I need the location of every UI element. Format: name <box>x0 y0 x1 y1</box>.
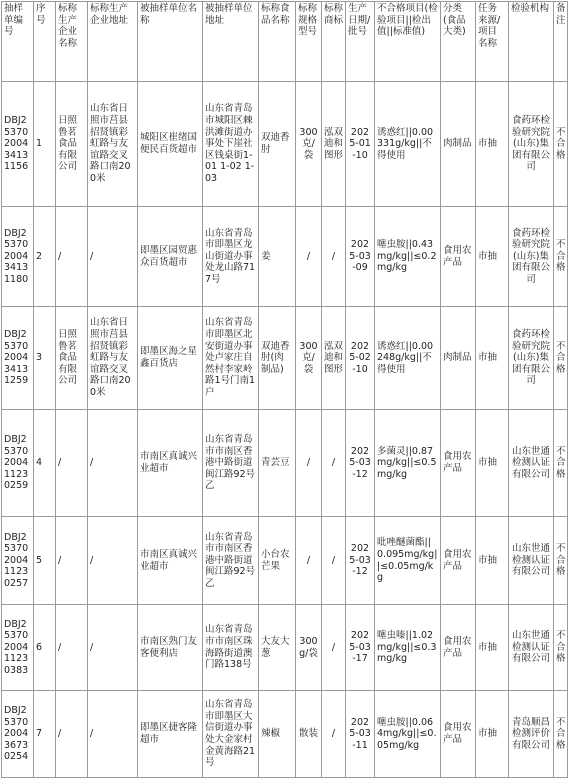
food-name-cell: 双迪香肘 <box>259 82 296 207</box>
sampled-address-cell: 山东省青岛市即墨区大信街道办事处大金家村金黄海路21号 <box>203 691 259 778</box>
row-number-cell: 3 <box>34 307 56 410</box>
spec-cell: 300g/袋 <box>296 605 322 691</box>
lab-cell: 青岛顺昌检测评价有限公司 <box>509 691 554 778</box>
producer-address-cell: / <box>88 691 138 778</box>
header-cell: 标称规格型号 <box>296 2 322 82</box>
sample-code-cell: DBJ25370200434131156 <box>2 82 34 207</box>
task-source-cell: 市抽 <box>476 410 509 517</box>
producer-address-cell: / <box>88 517 138 605</box>
table-row <box>2 605 568 691</box>
header-cell: 分类(食品大类) <box>441 2 476 82</box>
header-cell: 生产日期/批号 <box>346 2 375 82</box>
header-cell: 任务来源/项目名称 <box>476 2 509 82</box>
lab-cell: 食药环检验研究院(山东)集团有限公司 <box>509 307 554 410</box>
header-cell: 被抽样单位名称 <box>138 2 203 82</box>
sampled-address-cell: 山东省青岛市城阳区棘洪滩街道办事处下崖社区钱桌街1-01 1-02 1-03 <box>203 82 259 207</box>
failed-item-cell: 噻虫胺||0.064mg/kg||≤0.05mg/kg <box>375 691 441 778</box>
sampled-address-cell: 山东省青岛市即墨区北安街道办事处卢家庄自然村李家岭路1号门南1户 <box>203 307 259 410</box>
sampled-unit-cell: 市南区真诚兴业超市 <box>138 410 203 517</box>
production-date-cell: 2025-03-09 <box>346 207 375 307</box>
brand-cell: / <box>322 691 346 778</box>
row-number-cell: 5 <box>34 517 56 605</box>
inspection-results-table <box>1 1 568 778</box>
spec-cell: 300克/袋 <box>296 307 322 410</box>
row-number-cell: 7 <box>34 691 56 778</box>
table-row <box>2 410 568 517</box>
lab-cell: 山东世通检测认证有限公司 <box>509 410 554 517</box>
food-name-cell: 大友大葱 <box>259 605 296 691</box>
task-source-cell: 市抽 <box>476 691 509 778</box>
category-cell: 食用农产品 <box>441 207 476 307</box>
brand-cell: 泓双迪和图形 <box>322 307 346 410</box>
sampled-address-cell: 山东省青岛市市南区香港中路街道闽江路92号乙 <box>203 517 259 605</box>
production-date-cell: 2025-03-11 <box>346 691 375 778</box>
failed-item-cell: 诱惑红||0.00248g/kg||不得使用 <box>375 307 441 410</box>
category-cell: 食用农产品 <box>441 691 476 778</box>
remark-cell: 不合格 <box>554 691 568 778</box>
sampled-address-cell: 山东省青岛市市南区珠海路街道澳门路138号 <box>203 605 259 691</box>
spec-cell: / <box>296 207 322 307</box>
row-number-cell: 2 <box>34 207 56 307</box>
table-row <box>2 517 568 605</box>
spec-cell: / <box>296 410 322 517</box>
category-cell: 食用农产品 <box>441 605 476 691</box>
food-name-cell: 小台农芒果 <box>259 517 296 605</box>
row-number-cell: 1 <box>34 82 56 207</box>
brand-cell: / <box>322 517 346 605</box>
row-number-cell: 6 <box>34 605 56 691</box>
failed-item-cell: 多菌灵||0.87mg/kg||≤0.5mg/kg <box>375 410 441 517</box>
lab-cell: 食药环检验研究院(山东)集团有限公司 <box>509 82 554 207</box>
brand-cell: 泓双迪和图形 <box>322 82 346 207</box>
producer-name-cell: / <box>56 605 88 691</box>
header-cell: 标称食品名称 <box>259 2 296 82</box>
header-cell: 检验机构 <box>509 2 554 82</box>
header-cell: 被抽样单位地址 <box>203 2 259 82</box>
brand-cell: / <box>322 207 346 307</box>
production-date-cell: 2025-03-17 <box>346 605 375 691</box>
task-source-cell: 市抽 <box>476 605 509 691</box>
failed-item-cell: 噻虫胺||0.43mg/kg||≤0.2mg/kg <box>375 207 441 307</box>
producer-name-cell: / <box>56 691 88 778</box>
category-cell: 肉制品 <box>441 307 476 410</box>
producer-address-cell: / <box>88 605 138 691</box>
table-row <box>2 307 568 410</box>
header-cell: 标称生产企业地址 <box>88 2 138 82</box>
sampled-unit-cell: 即墨区海之星鑫百货店 <box>138 307 203 410</box>
failed-item-cell: 吡唑醚菌酯||0.095mg/kg||≤0.05mg/kg <box>375 517 441 605</box>
producer-address-cell: 山东省日照市莒县招贤镇彩虹路与友谊路交叉路口南200米 <box>88 307 138 410</box>
task-source-cell: 市抽 <box>476 207 509 307</box>
category-cell: 肉制品 <box>441 82 476 207</box>
table-row <box>2 691 568 778</box>
food-name-cell: 辣椒 <box>259 691 296 778</box>
sample-code-cell: DBJ25370200411230383 <box>2 605 34 691</box>
header-cell: 不合格项目(检验项目||检出值||标准值) <box>375 2 441 82</box>
brand-cell: / <box>322 410 346 517</box>
brand-cell: / <box>322 605 346 691</box>
sample-code-cell: DBJ25370200411230257 <box>2 517 34 605</box>
producer-address-cell: 山东省日照市莒县招贤镇彩虹路与友谊路交叉路口南200米 <box>88 82 138 207</box>
header-cell: 标称商标 <box>322 2 346 82</box>
spec-cell: / <box>296 517 322 605</box>
header-cell: 序号 <box>34 2 56 82</box>
category-cell: 食用农产品 <box>441 517 476 605</box>
sampled-unit-cell: 城阳区崔绪国便民百货超市 <box>138 82 203 207</box>
sampled-unit-cell: 即墨区捷客隆超市 <box>138 691 203 778</box>
food-name-cell: 姜 <box>259 207 296 307</box>
remark-cell: 不合格 <box>554 207 568 307</box>
food-name-cell: 青芸豆 <box>259 410 296 517</box>
failed-item-cell: 诱惑红||0.00331g/kg||不得使用 <box>375 82 441 207</box>
remark-cell: 不合格 <box>554 410 568 517</box>
sample-code-cell: DBJ25370200434131259 <box>2 307 34 410</box>
sampled-address-cell: 山东省青岛市即墨区龙山街道办事处龙山路717号 <box>203 207 259 307</box>
producer-name-cell: / <box>56 207 88 307</box>
lab-cell: 山东世通检测认证有限公司 <box>509 517 554 605</box>
sampled-unit-cell: 市南区真诚兴业超市 <box>138 517 203 605</box>
sample-code-cell: DBJ25370200434131180 <box>2 207 34 307</box>
failed-item-cell: 噻虫嗪||1.02mg/kg||≤0.3mg/kg <box>375 605 441 691</box>
production-date-cell: 2025-03-12 <box>346 517 375 605</box>
header-cell: 抽样单编号 <box>2 2 34 82</box>
food-name-cell: 双迪香肘(肉制品) <box>259 307 296 410</box>
remark-cell: 不合格 <box>554 82 568 207</box>
lab-cell: 山东世通检测认证有限公司 <box>509 605 554 691</box>
production-date-cell: 2025-03-12 <box>346 410 375 517</box>
producer-name-cell: 日照鲁茗食品有限公司 <box>56 307 88 410</box>
sampled-unit-cell: 市南区熟门友客便利店 <box>138 605 203 691</box>
header-row <box>2 2 568 82</box>
sampled-address-cell: 山东省青岛市市南区香港中路街道闽江路92号乙 <box>203 410 259 517</box>
spec-cell: 散装 <box>296 691 322 778</box>
producer-name-cell: 日照鲁茗食品有限公司 <box>56 82 88 207</box>
producer-address-cell: / <box>88 410 138 517</box>
category-cell: 食用农产品 <box>441 410 476 517</box>
header-cell: 标称生产企业名称 <box>56 2 88 82</box>
remark-cell: 不合格 <box>554 605 568 691</box>
header-cell: 备注 <box>554 2 568 82</box>
remark-cell: 不合格 <box>554 307 568 410</box>
production-date-cell: 2025-01-10 <box>346 82 375 207</box>
production-date-cell: 2025-02-10 <box>346 307 375 410</box>
producer-address-cell: / <box>88 207 138 307</box>
producer-name-cell: / <box>56 517 88 605</box>
task-source-cell: 市抽 <box>476 82 509 207</box>
sample-code-cell: DBJ25370200436730254 <box>2 691 34 778</box>
row-number-cell: 4 <box>34 410 56 517</box>
table-row <box>2 82 568 207</box>
task-source-cell: 市抽 <box>476 517 509 605</box>
remark-cell: 不合格 <box>554 517 568 605</box>
spec-cell: 300克/袋 <box>296 82 322 207</box>
sample-code-cell: DBJ25370200411230259 <box>2 410 34 517</box>
producer-name-cell: / <box>56 410 88 517</box>
sampled-unit-cell: 即墨区园贸惠众百货超市 <box>138 207 203 307</box>
lab-cell: 食药环检验研究院(山东)集团有限公司 <box>509 207 554 307</box>
table-row <box>2 207 568 307</box>
task-source-cell: 市抽 <box>476 307 509 410</box>
